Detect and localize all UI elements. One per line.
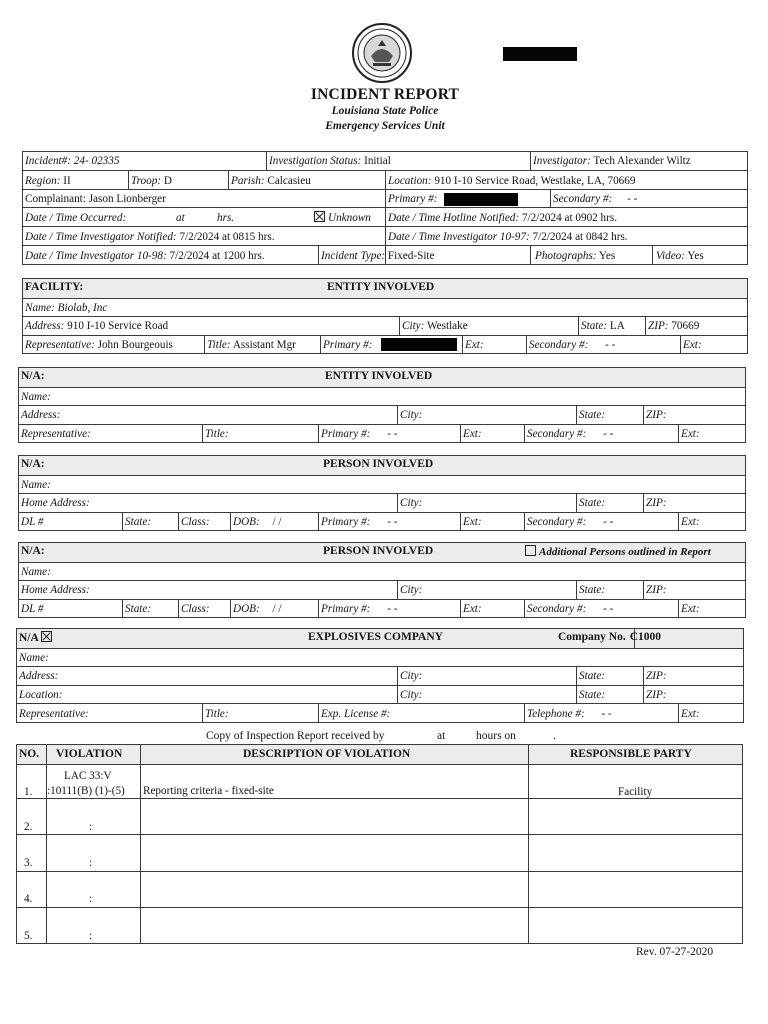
redaction-bar: [503, 47, 577, 61]
additional-persons-checkbox[interactable]: [525, 545, 536, 556]
entity2-address: Address:: [21, 409, 61, 421]
explosives-address: Address:: [19, 670, 59, 682]
unknown-label: Unknown: [328, 212, 371, 224]
notified-label: Date / Time Investigator Notified:: [25, 231, 177, 243]
explosives-name: Name:: [19, 652, 49, 664]
person1-dob: DOB:: [233, 516, 260, 528]
hotline-label: Date / Time Hotline Notified:: [388, 212, 520, 224]
person1-dl-state: State:: [125, 516, 152, 528]
person1-home: Home Address:: [21, 497, 90, 509]
explosives-telephone: Telephone #:: [527, 708, 585, 720]
person2-heading: PERSON INVOLVED: [323, 545, 434, 557]
explosives-ext: Ext:: [681, 708, 700, 720]
explosives-location: Location:: [19, 689, 63, 701]
person2-tag: N/A:: [21, 545, 45, 557]
photos-label: Photographs:: [535, 250, 597, 262]
violation-code-line2: :10111(B) (1)-(5): [47, 785, 125, 797]
parish-label: Parish:: [231, 175, 265, 187]
person2-city: City:: [400, 584, 423, 596]
primary-phone-label: Primary #:: [388, 193, 438, 205]
location-value: 910 I-10 Service Road, Westlake, LA, 70669: [434, 175, 636, 187]
violation-code-line1: LAC 33:V: [64, 770, 112, 782]
explosives-zip: ZIP:: [646, 670, 667, 682]
status-value: Initial: [364, 155, 391, 167]
facility-zip-label: ZIP:: [648, 320, 669, 332]
person1-name: Name:: [21, 479, 51, 491]
explosives-telephone-value: - -: [601, 708, 612, 720]
person1-city: City:: [400, 497, 423, 509]
facility-secondary-label: Secondary #:: [529, 339, 589, 351]
explosives-state: State:: [579, 670, 606, 682]
facility-tag: FACILITY:: [25, 281, 84, 293]
entity2-heading: ENTITY INVOLVED: [325, 370, 433, 382]
person1-zip: ZIP:: [646, 497, 667, 509]
person2-dl-state: State:: [125, 603, 152, 615]
type-label: Incident Type:: [321, 250, 386, 262]
inv-1098-label: Date / Time Investigator 10-98:: [25, 250, 167, 262]
responsible-party: Facility: [618, 786, 653, 798]
col-description: DESCRIPTION OF VIOLATION: [243, 748, 411, 760]
report-title: INCIDENT REPORT: [310, 86, 460, 103]
type-value: Fixed-Site: [387, 250, 435, 262]
region-value: II: [63, 175, 71, 187]
unknown-checkbox[interactable]: [314, 211, 325, 222]
occurred-hrs: hrs.: [217, 212, 235, 224]
person2-dob: DOB:: [233, 603, 260, 615]
col-responsible-party: RESPONSIBLE PARTY: [570, 748, 692, 760]
person1-class: Class:: [181, 516, 210, 528]
location-label: Location:: [388, 175, 432, 187]
entity2-primary-value: - -: [387, 428, 398, 440]
facility-state-value: LA: [609, 320, 625, 332]
col-violation: VIOLATION: [56, 748, 123, 760]
redacted-facility-phone: [381, 338, 457, 351]
company-no-label: Company No.: [558, 631, 626, 643]
inspection-copy: Copy of Inspection Report received by: [206, 730, 385, 742]
person2-ext: Ext:: [463, 603, 482, 615]
violation-code-line2: :: [89, 893, 93, 905]
state-seal-icon: [351, 22, 413, 84]
violation-code-line2: :: [89, 821, 93, 833]
person2-primary: Primary #:: [321, 603, 371, 615]
violation-description: Reporting criteria - fixed-site: [143, 785, 274, 797]
facility-state-label: State:: [581, 320, 608, 332]
violation-row-number: 3.: [24, 857, 33, 869]
person1-tag: N/A:: [21, 458, 45, 470]
person1-secondary-value: - -: [603, 516, 614, 528]
facility-address-value: 910 I-10 Service Road: [67, 320, 169, 332]
status-label: Investigation Status:: [269, 155, 362, 167]
person2-primary-value: - -: [387, 603, 398, 615]
person2-ext2: Ext:: [681, 603, 700, 615]
person1-heading: PERSON INVOLVED: [323, 458, 434, 470]
person2-state: State:: [579, 584, 606, 596]
person1-primary-value: - -: [387, 516, 398, 528]
entity2-name: Name:: [21, 391, 51, 403]
violation-row-number: 5.: [24, 930, 33, 942]
facility-title-value: Assistant Mgr: [232, 339, 296, 351]
person2-dl: DL #: [21, 603, 44, 615]
facility-address-label: Address:: [25, 320, 65, 332]
redacted-primary-phone: [444, 193, 518, 206]
agency-name: Louisiana State Police: [331, 105, 439, 117]
notified-value: 7/2/2024 at 0815 hrs.: [179, 231, 275, 243]
person1-state: State:: [579, 497, 606, 509]
facility-city-value: Westlake: [426, 320, 468, 332]
inspection-at: at: [437, 730, 446, 742]
inv-1098-value: 7/2/2024 at 1200 hrs.: [169, 250, 265, 262]
explosives-rep: Representative:: [19, 708, 89, 720]
person2-secondary: Secondary #:: [527, 603, 587, 615]
entity2-state: State:: [579, 409, 606, 421]
entity2-city: City:: [400, 409, 423, 421]
secondary-phone-value: - -: [627, 193, 638, 205]
facility-city-label: City:: [402, 320, 425, 332]
person2-secondary-value: - -: [603, 603, 614, 615]
entity2-secondary: Secondary #:: [527, 428, 587, 440]
explosives-zip2: ZIP:: [646, 689, 667, 701]
hotline-value: 7/2/2024 at 0902 hrs.: [521, 212, 618, 224]
revision-date: Rev. 07-27-2020: [636, 946, 714, 958]
violation-row-number: 4.: [24, 893, 33, 905]
video-value: Yes: [687, 250, 704, 262]
explosives-na-checkbox[interactable]: [41, 631, 52, 642]
explosives-license: Exp. License #:: [321, 708, 391, 720]
entity2-ext: Ext:: [463, 428, 482, 440]
unit-name: Emergency Services Unit: [325, 120, 445, 132]
facility-title-label: Title:: [207, 339, 231, 351]
entity2-ext2: Ext:: [681, 428, 700, 440]
investigator-value: Tech Alexander Wiltz: [593, 155, 691, 167]
explosives-city: City:: [400, 670, 423, 682]
person1-ext: Ext:: [463, 516, 482, 528]
occurred-at: at: [176, 212, 185, 224]
facility-primary-label: Primary #:: [323, 339, 373, 351]
additional-persons-label: Additional Persons outlined in Report: [539, 546, 711, 558]
person1-dob-value: / /: [272, 516, 282, 528]
company-no-value: C1000: [629, 631, 662, 643]
person2-zip: ZIP:: [646, 584, 667, 596]
investigator-label: Investigator:: [533, 155, 591, 167]
parish-value: Calcasieu: [267, 175, 311, 187]
complainant: Complainant: Jason Lionberger: [25, 193, 166, 205]
person2-class: Class:: [181, 603, 210, 615]
col-no: NO.: [19, 748, 40, 760]
entity2-secondary-value: - -: [603, 428, 614, 440]
facility-zip-value: 70669: [671, 320, 700, 332]
person1-secondary: Secondary #:: [527, 516, 587, 528]
facility-rep-label: Representative:: [25, 339, 95, 351]
photos-value: Yes: [598, 250, 616, 262]
troop-value: D: [163, 175, 172, 187]
explosives-city2: City:: [400, 689, 423, 701]
person2-dob-value: / /: [272, 603, 282, 615]
entity2-title: Title:: [205, 428, 229, 440]
inv-1097-label: Date / Time Investigator 10-97:: [388, 231, 530, 243]
explosives-tag: N/A: [19, 632, 39, 644]
person1-dl: DL #: [21, 516, 44, 528]
video-label: Video:: [656, 250, 685, 262]
facility-heading: ENTITY INVOLVED: [327, 281, 435, 293]
person2-home: Home Address:: [21, 584, 90, 596]
secondary-phone-label: Secondary #:: [553, 193, 613, 205]
violation-row-number: 1.: [24, 786, 33, 798]
inspection-dot: .: [553, 730, 556, 742]
facility-rep-value: John Bourgeouis: [97, 339, 173, 351]
explosives-state2: State:: [579, 689, 606, 701]
violation-row-number: 2.: [24, 821, 33, 833]
inv-1097-value: 7/2/2024 at 0842 hrs.: [532, 231, 628, 243]
facility-ext-label: Ext:: [465, 339, 484, 351]
facility-ext2-label: Ext:: [683, 339, 702, 351]
facility-secondary-value: - -: [605, 339, 616, 351]
person2-name: Name:: [21, 566, 51, 578]
violation-code-line2: :: [89, 857, 93, 869]
region-label: Region:: [25, 175, 61, 187]
explosives-title: Title:: [205, 708, 229, 720]
explosives-heading: EXPLOSIVES COMPANY: [308, 631, 443, 643]
troop-label: Troop:: [131, 175, 162, 187]
entity2-zip: ZIP:: [646, 409, 667, 421]
person1-ext2: Ext:: [681, 516, 700, 528]
inspection-hours-on: hours on: [476, 730, 516, 742]
person1-primary: Primary #:: [321, 516, 371, 528]
violation-code-line2: :: [89, 930, 93, 942]
incident-number: Incident#: 24- 02335: [25, 155, 120, 167]
entity2-tag: N/A:: [21, 370, 45, 382]
entity2-rep: Representative:: [21, 428, 91, 440]
occurred-label: Date / Time Occurred:: [25, 212, 127, 224]
entity2-primary: Primary #:: [321, 428, 371, 440]
facility-name: Name: Biolab, Inc: [25, 302, 108, 314]
